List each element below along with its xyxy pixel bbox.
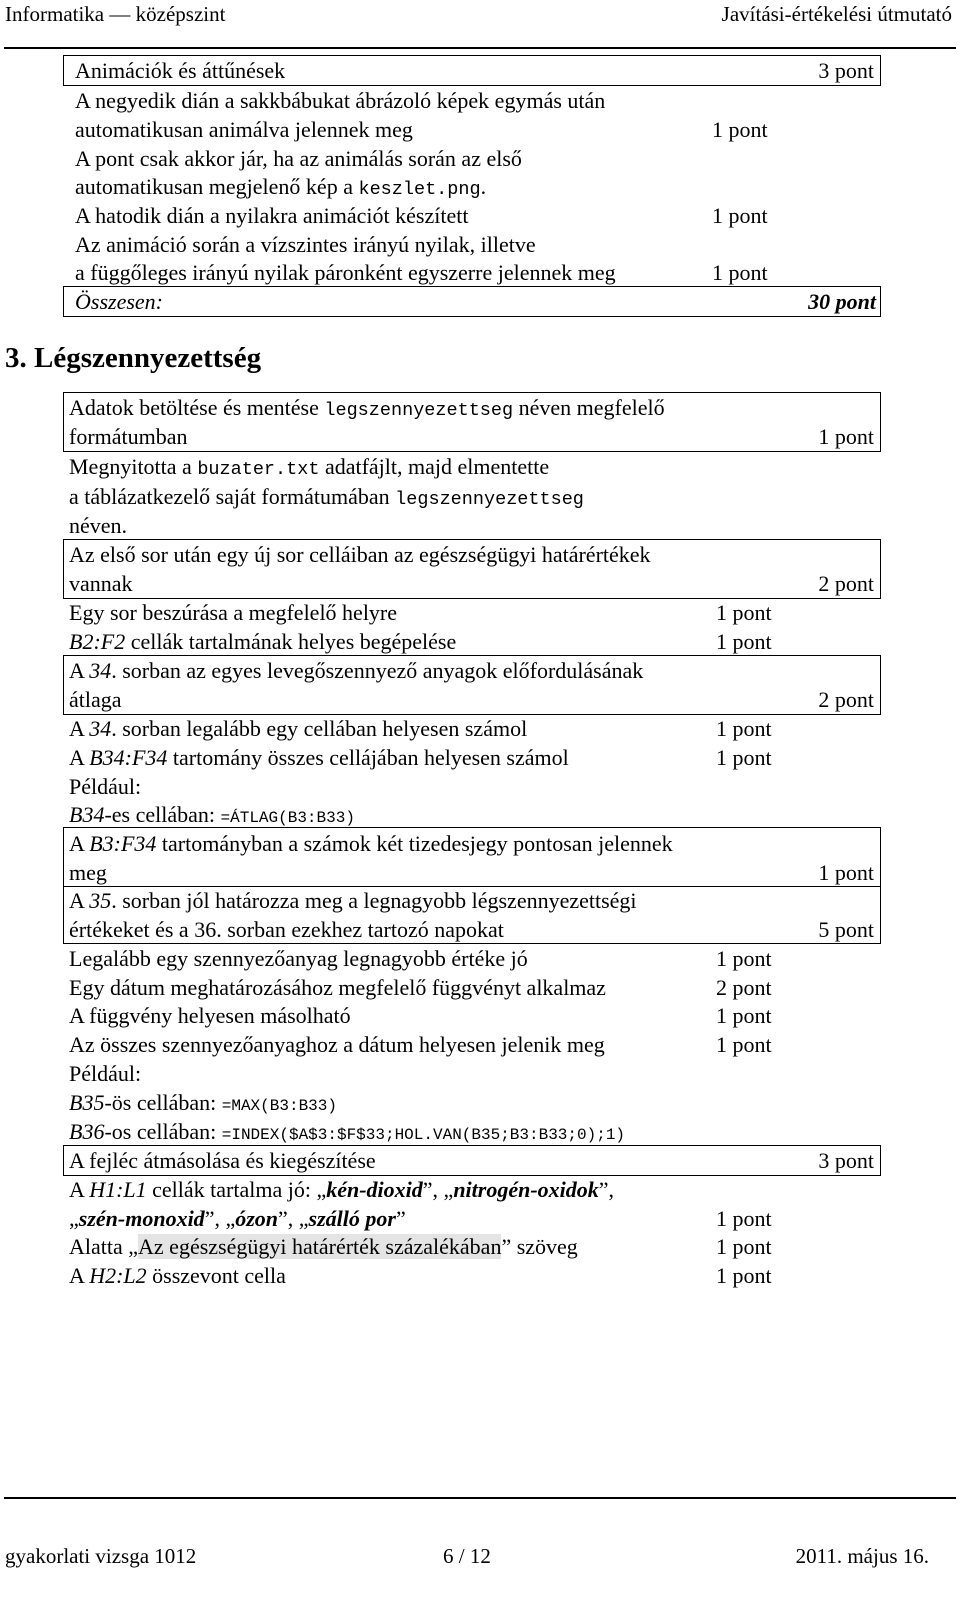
criterion-3-line-2: átlaga (69, 687, 122, 712)
header-left: Informatika — középszint (5, 2, 226, 26)
sub-line-19-text-end: ” szöveg (501, 1234, 578, 1259)
cell-range: H1:L1 (89, 1177, 147, 1202)
criterion-2-points: 2 pont (818, 571, 874, 596)
header-value: szálló por (308, 1206, 396, 1231)
header-value: szén-monoxid (78, 1206, 205, 1231)
criterion-2-line-2: vannak (69, 571, 133, 596)
animation-line-3: A pont csak akkor jár, ha az animálás során az első (75, 146, 522, 171)
sub-line-7-text-end: tartomány összes cellájában helyesen számol (167, 745, 569, 770)
animation-title: Animációk és áttűnések (75, 58, 286, 83)
sub-line-11: Egy dátum meghatározásához megfelelő függvényt alkalmaz (69, 975, 606, 1000)
formula-line-1-text: -es cellában: (104, 802, 221, 827)
formula-line-2-text: -ös cellában: (104, 1090, 222, 1115)
sub-line-5 (69, 631, 456, 653)
formula-line-3 (69, 1121, 625, 1143)
separator: ”, „ (204, 1206, 236, 1231)
sub-line-2-text: a táblázatkezelő saját formátumában (69, 484, 396, 509)
animation-line-7-points: 1 pont (712, 260, 768, 285)
criterion-4-points: 1 pont (818, 860, 874, 885)
cell-range: B34:F34 (89, 745, 168, 770)
cell-range: B2:F2 (69, 629, 126, 654)
animation-line-5: A hatodik dián a nyilakra animációt készített (75, 203, 469, 228)
cell-ref: B34 (69, 802, 105, 827)
sub-line-7 (69, 747, 569, 769)
sub-line-17-mid: cellák tartalma jó: „ (146, 1177, 327, 1202)
sub-line-5-text: cellák tartalmának helyes begépelése (125, 629, 457, 654)
separator: ”, „ (422, 1177, 454, 1202)
animation-line-4-text: automatikusan megjelenő kép a (75, 174, 359, 199)
sub-line-19-points: 1 pont (716, 1234, 772, 1259)
row-number: 34 (89, 716, 112, 741)
sub-line-4: Egy sor beszúrása a megfelelő helyre (69, 600, 398, 625)
criterion-1-text-end: néven megfelelő (513, 395, 665, 420)
animation-title-points: 3 pont (818, 58, 874, 83)
sub-line-11-points: 2 pont (716, 975, 772, 1000)
total-label: Összesen: (75, 289, 163, 314)
criterion-1-points: 1 pont (818, 424, 874, 449)
cell-ref: B35 (69, 1090, 105, 1115)
sub-line-10: Legalább egy szennyezőanyag legnagyobb értéke jó (69, 946, 528, 971)
sub-line-20-text: A (69, 1263, 90, 1288)
cell-ref: B36 (69, 1119, 105, 1144)
criterion-1-line-1 (69, 397, 665, 421)
sub-line-17 (69, 1179, 614, 1201)
sub-line-13-points: 1 pont (716, 1032, 772, 1057)
criterion-5-text-end: . sorban jól határozza meg a legnagyobb légszennyezettségi (111, 888, 637, 913)
filename-code: keszlet.png (358, 179, 481, 200)
sub-line-6-text: A (69, 716, 90, 741)
sub-line-6 (69, 718, 527, 740)
separator: ” (395, 1206, 406, 1231)
filename-code: legszennyezettseg (395, 489, 584, 510)
sub-line-19-text: Alatta „ (69, 1234, 139, 1259)
criterion-2-line-1: Az első sor után egy új sor celláiban az egészségügyi határértékek (69, 542, 651, 567)
sub-line-18 (69, 1208, 406, 1230)
criterion-4-line-1 (69, 833, 673, 855)
header-value: ózon (235, 1206, 279, 1231)
sub-line-19 (69, 1236, 578, 1258)
row-number: 35 (89, 888, 112, 913)
footer-rule (4, 1497, 956, 1499)
criterion-4-text-end: tartományban a számok két tizedesjegy pontosan jelennek (156, 831, 673, 856)
animation-line-6: Az animáció során a vízszintes irányú nyilak, illetve (75, 232, 536, 257)
formula-code: =INDEX($A$3:$F$33;HOL.VAN(B35;B3:B33;0);1) (221, 1126, 626, 1144)
separator: „ (69, 1206, 79, 1231)
criterion-4-text: A (69, 831, 90, 856)
header-right: Javítási-értékelési útmutató (721, 2, 952, 26)
criterion-5-line-2: értékeket és a 36. sorban ezekhez tartozó napokat (69, 917, 504, 942)
criterion-3-text: A (69, 658, 90, 683)
sub-line-6-text-end: . sorban legalább egy cellában helyesen számol (111, 716, 528, 741)
formula-line-2 (69, 1092, 337, 1114)
formula-code: =ÁTLAG(B3:B33) (220, 809, 355, 827)
criterion-6-line-1: A fejléc átmásolása és kiegészítése (69, 1148, 376, 1173)
sub-line-20-text-end: összevont cella (146, 1263, 286, 1288)
example-label: Például: (69, 774, 142, 799)
sub-line-5-points: 1 pont (716, 629, 772, 654)
animation-line-4-end: . (480, 174, 487, 199)
criterion-1-line-2: formátumban (69, 424, 188, 449)
header-value: nitrogén-oxidok (453, 1177, 599, 1202)
sub-line-20 (69, 1265, 286, 1287)
row-number: 34 (89, 658, 112, 683)
filename-code: buzater.txt (197, 459, 320, 480)
criterion-5-text: A (69, 888, 90, 913)
animation-line-1: A negyedik dián a sakkbábukat ábrázoló képek egymás után (75, 88, 606, 113)
sub-line-7-points: 1 pont (716, 745, 772, 770)
section-heading: 3. Légszennyezettség (5, 342, 262, 374)
animation-line-2-points: 1 pont (712, 117, 768, 142)
sub-line-2 (69, 486, 584, 510)
criterion-4-line-2: meg (69, 860, 107, 885)
sub-line-3: néven. (69, 513, 128, 538)
footer-left: gyakorlati vizsga 1012 (5, 1544, 197, 1568)
criterion-5-points: 5 pont (818, 917, 874, 942)
page-number: 6 / 12 (443, 1544, 491, 1568)
animation-line-7: a függőleges irányú nyilak páronként egyszerre jelennek meg (75, 260, 616, 285)
sub-line-18-points: 1 pont (716, 1206, 772, 1231)
animation-line-4 (75, 176, 486, 200)
sub-line-7-text: A (69, 745, 90, 770)
criterion-3-text-end: . sorban az egyes levegőszennyező anyagok előfordulásának (111, 658, 644, 683)
animation-total-box (63, 286, 881, 317)
cell-range: H2:L2 (89, 1263, 147, 1288)
sub-line-13: Az összes szennyezőanyaghoz a dátum helyesen jelenik meg (69, 1032, 605, 1057)
separator: ”, „ (278, 1206, 309, 1231)
criterion-3-line-1 (69, 660, 643, 682)
criterion-3-points: 2 pont (818, 687, 874, 712)
sub-line-12: A függvény helyesen másolható (69, 1003, 351, 1028)
filename-code: legszennyezettseg (324, 400, 514, 421)
formula-code: =MAX(B3:B33) (221, 1097, 337, 1115)
sub-line-1 (69, 456, 549, 480)
sub-line-17-text: A (69, 1177, 90, 1202)
sub-line-1-text-end: adatfájlt, majd elmentette (319, 454, 550, 479)
animation-line-5-points: 1 pont (712, 203, 768, 228)
criterion-6-points: 3 pont (818, 1148, 874, 1173)
criterion-5-line-1 (69, 890, 637, 912)
separator: ”, (598, 1177, 615, 1202)
sub-line-20-points: 1 pont (716, 1263, 772, 1288)
header-value: kén-dioxid (326, 1177, 423, 1202)
header-rule (4, 47, 956, 49)
highlighted-text: Az egészségügyi határérték százalékában (138, 1234, 502, 1259)
animation-line-2: automatikusan animálva jelennek meg (75, 117, 413, 142)
footer-right: 2011. május 16. (795, 1544, 929, 1568)
sub-line-6-points: 1 pont (716, 716, 772, 741)
criterion-1-text: Adatok betöltése és mentése (69, 395, 325, 420)
sub-line-4-points: 1 pont (716, 600, 772, 625)
cell-range: B3:F34 (89, 831, 157, 856)
formula-line-1 (69, 804, 355, 826)
sub-line-10-points: 1 pont (716, 946, 772, 971)
sub-line-1-text: Megnyitotta a (69, 454, 198, 479)
sub-line-12-points: 1 pont (716, 1003, 772, 1028)
example-label-2: Például: (69, 1061, 142, 1086)
formula-line-3-text: -os cellában: (104, 1119, 222, 1144)
total-points: 30 pont (808, 289, 876, 314)
